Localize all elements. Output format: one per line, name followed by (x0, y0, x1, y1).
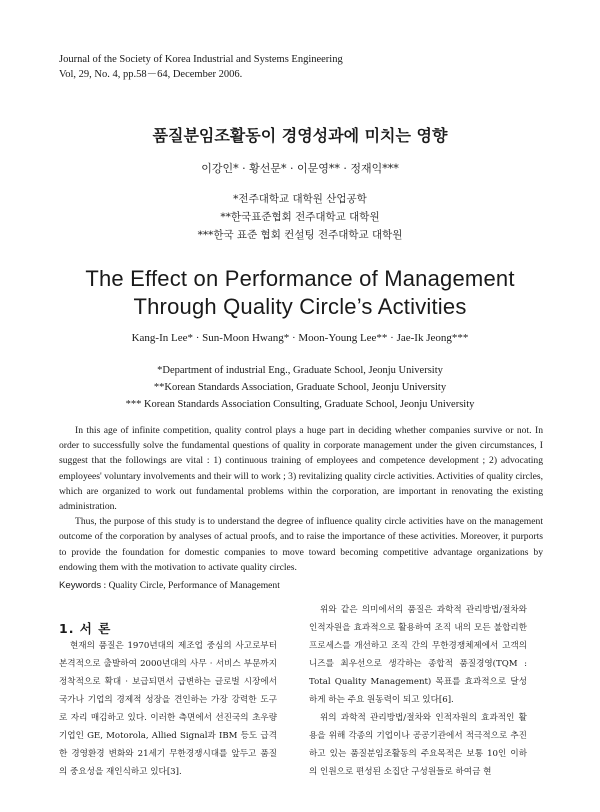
korean-affiliations (0, 190, 600, 244)
english-title-line: The Effect on Performance of Management (85, 266, 515, 291)
abstract (59, 423, 543, 575)
body-column-right (309, 601, 527, 781)
english-affiliation: *** Korean Standards Association Consulting, Graduate School, Jeonju University (125, 399, 475, 410)
keywords-label: Keywords (59, 580, 102, 591)
english-affiliation: **Korean Standards Association, Graduate School, Jeonju University (153, 382, 447, 393)
body-paragraph: 위의 과학적 관리방법/절차와 인적자원의 효과적인 활용을 위해 각종의 기업이나 공공기관에서 적극적으로 추진하고 있는 품질분임조활동의 주요목적은 보통 10인 이하의 인원으로 편성된 소집단 구성원들로 하여금 현 (309, 713, 527, 777)
korean-affiliation: *전주대학교 대학원 산업공학 (233, 193, 367, 205)
korean-affiliation: ***한국 표준 협회 컨설팅 전주대학교 대학원 (197, 229, 403, 241)
journal-name: Journal of the Society of Korea Industrial and Systems Engineering (59, 54, 343, 65)
english-affiliations (0, 362, 600, 413)
english-title (0, 265, 600, 321)
keywords-value: : Quality Circle, Performance of Management (103, 580, 280, 591)
english-title-line: Through Quality Circle’s Activities (133, 294, 467, 319)
korean-affiliation: **한국표준협회 전주대학교 대학원 (220, 211, 380, 223)
korean-authors: 이강인* · 황선문* · 이문영** · 정재익*** (201, 162, 399, 175)
korean-title: 품질분임조활동이 경영성과에 미치는 영향 (152, 126, 448, 145)
journal-header (59, 52, 343, 82)
section-heading: 1. 서 론 (59, 621, 112, 636)
journal-issue: Vol, 29, No. 4, pp.58－64, December 2006. (59, 69, 243, 80)
abstract-paragraph: Thus, the purpose of this study is to understand the degree of influence quality circle activities have on the management outcome of the corporation by analyses of actual proofs, and to raise the importance of these activities. Moreover, it purports to provide the foundation for domestic companies to move toward becoming competitive advantage organizations by endowing them with the motivation to activate quality circles. (59, 516, 543, 573)
body-column-left (59, 637, 277, 781)
abstract-paragraph: In this age of infinite competition, quality control plays a huge part in deciding whether companies survive or not. In order to successfully solve the fundamental questions of quality in corporate management under the given circumstances, I suggest that the followings are vital : 1) continuous training of employees and competence development ; 2) advocating employees' voluntary involvements and their will to work ; 3) revitalizing quality circle activities. Activities of quality circles, which are organized to work out fundamental problems within the corporation, are important in renovating the existing administration. (59, 425, 543, 513)
keywords (59, 580, 280, 591)
english-authors: Kang-In Lee* · Sun-Moon Hwang* · Moon-Young Lee** · Jae-Ik Jeong*** (131, 332, 469, 344)
body-paragraph: 현재의 품질은 1970년대의 제조업 중심의 사고로부터 본격적으로 출발하여 2000년대의 사무 · 서비스 부문까지 정착적으로 확대 · 보급되면서 급변하는 글로벌 시장에서 국가나 기업의 경제적 성장을 견인하는 가장 강력한 도구로 자리 매김하고 있다. 이러한 측면에서 선진국의 초우량기업인 GE, Motorola, Allied Signal과 IBM 등도 급격한 경영환경 변화와 21세기 무한경쟁시대를 앞두고 품질의 중요성을 재인식하고 있다[3]. (59, 641, 277, 777)
body-paragraph: 위와 같은 의미에서의 품질은 과학적 관리방법/절차와 인적자원을 효과적으로 활용하여 조직 내의 모든 불합리한 프로세스를 개선하고 조직 간의 무한경쟁체제에서 고객의 니즈를 최우선으로 생각하는 종합적 품질경영(TQM : Total Quality Management) 목표를 효과적으로 달성하게 하는 주요 원동력이 되고 있다[6]. (309, 605, 527, 705)
english-affiliation: *Department of industrial Eng., Graduate School, Jeonju University (157, 365, 443, 376)
